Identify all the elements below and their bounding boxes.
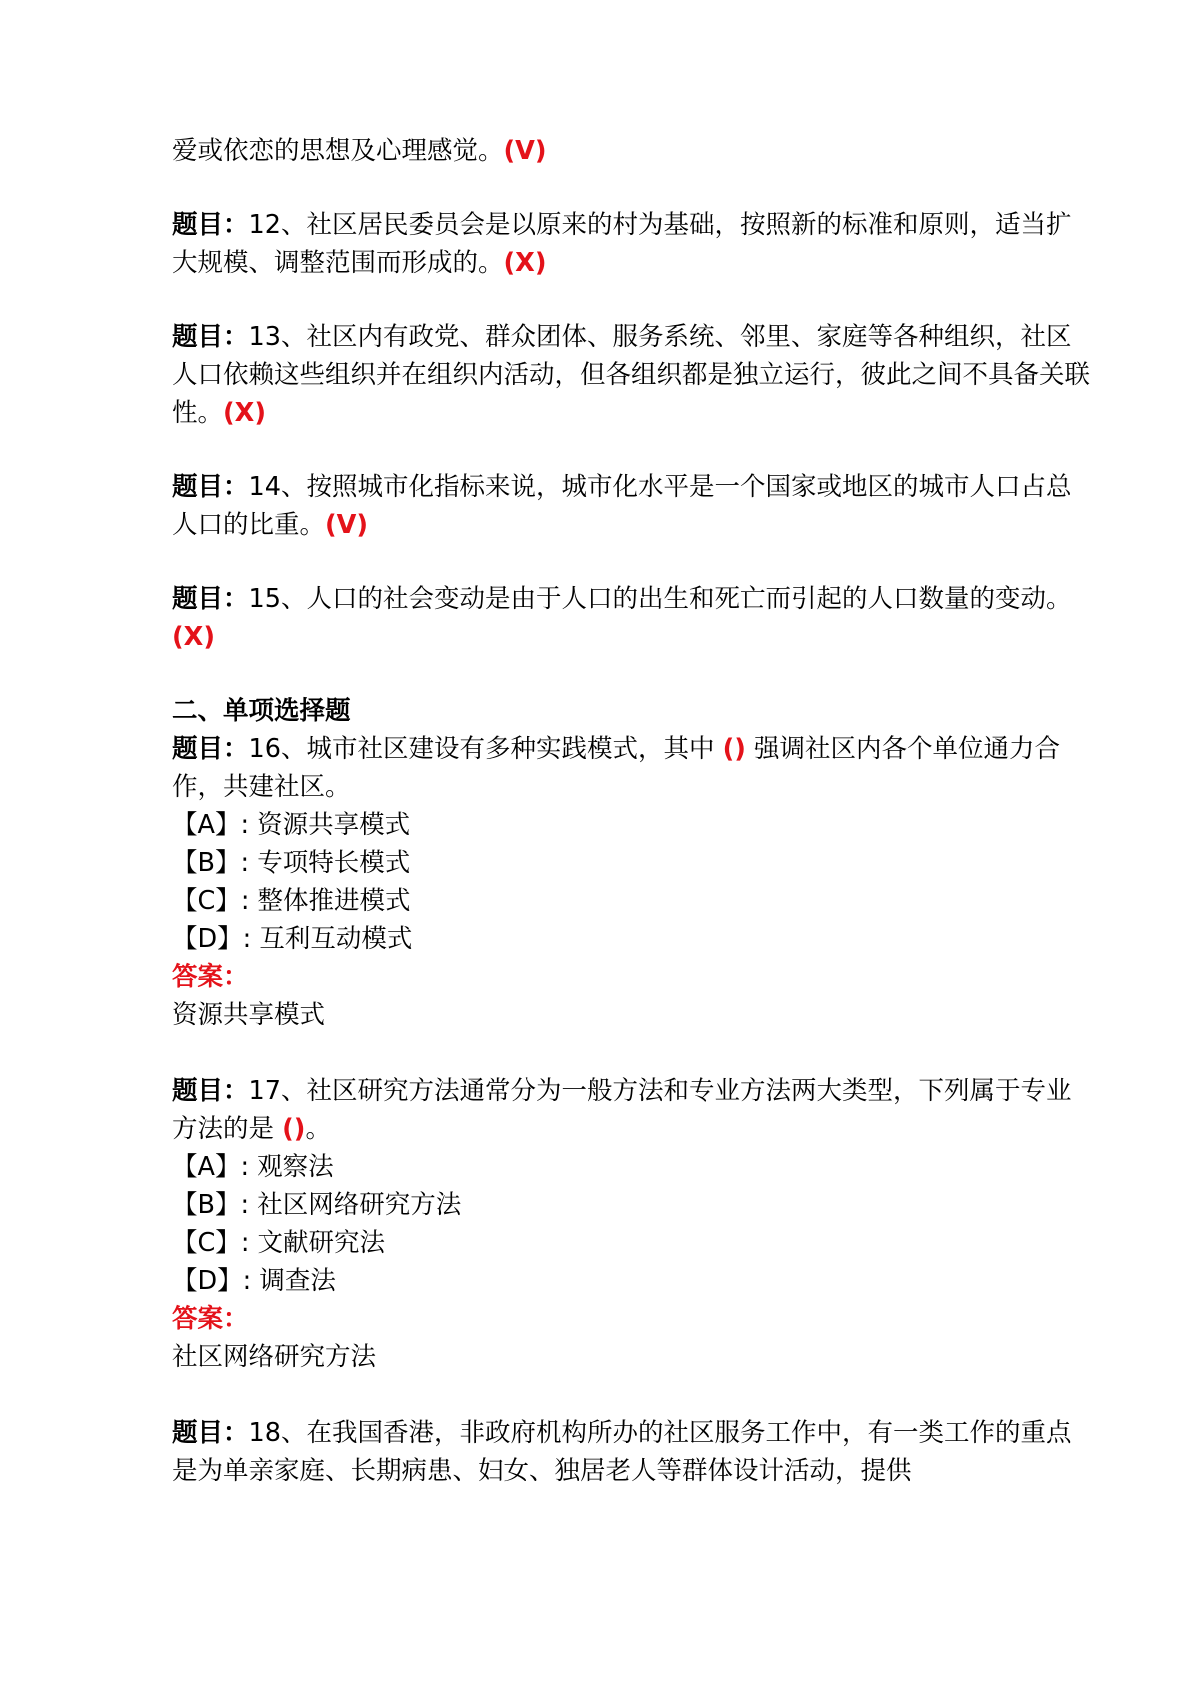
option-sep: :	[240, 1152, 250, 1182]
option-key: 【D】	[172, 924, 243, 954]
question-16	[172, 730, 1092, 806]
answer-blank: ()	[282, 1114, 306, 1144]
option-key: 【B】	[172, 848, 241, 878]
wrong-mark: (X)	[223, 398, 266, 428]
option-key: 【D】	[172, 1266, 243, 1296]
wrong-mark: (X)	[503, 248, 547, 278]
question-text: 13、社区内有政党、群众团体、服务系统、邻里、家庭等各种组织，社区人口依赖这些组织并在组织内活动，但各组织都是独立运行，彼此之间不具备关联性。	[172, 322, 1091, 428]
question-text-cont: 强调社区内各个单位通力合作，共建社区。	[172, 734, 1061, 802]
option-d	[172, 1262, 1092, 1300]
option-a	[172, 806, 1092, 844]
question-15	[172, 580, 1092, 656]
question-label: 题目：	[172, 1418, 249, 1448]
option-d	[172, 920, 1092, 958]
option-text: 观察法	[257, 1152, 334, 1182]
question-11-tail	[172, 132, 1092, 170]
answer-label: 答案：	[172, 962, 249, 992]
question-text: 16、城市社区建设有多种实践模式，其中	[248, 734, 715, 764]
question-text: 14、按照城市化指标来说，城市化水平是一个国家或地区的城市人口占总人口的比重。	[172, 472, 1072, 540]
wrong-mark: (X)	[172, 622, 215, 652]
option-text: 专项特长模式	[257, 848, 411, 878]
option-sep: :	[240, 1228, 250, 1258]
answer-text: 资源共享模式	[172, 1000, 326, 1030]
option-a	[172, 1148, 1092, 1186]
option-c	[172, 1224, 1092, 1262]
question-text: 18、在我国香港，非政府机构所办的社区服务工作中，有一类工作的重点是为单亲家庭、长期病患、妇女、独居老人等群体设计活动，提供	[172, 1418, 1072, 1486]
question-text: 15、人口的社会变动是由于人口的出生和死亡而引起的人口数量的变动。	[248, 584, 1072, 614]
answer-blank: ()	[722, 734, 746, 764]
option-b	[172, 844, 1092, 882]
question-13	[172, 318, 1092, 432]
question-text: 12、社区居民委员会是以原来的村为基础，按照新的标准和原则，适当扩大规模、调整范围而形成的。	[172, 210, 1072, 278]
question-17	[172, 1072, 1092, 1148]
question-text: 17、社区研究方法通常分为一般方法和专业方法两大类型，下列属于专业方法的是	[172, 1076, 1072, 1144]
question-14	[172, 468, 1092, 544]
correct-mark: (V)	[503, 136, 547, 166]
option-key: 【B】	[172, 1190, 241, 1220]
option-sep: :	[242, 1266, 252, 1296]
question-label: 题目：	[172, 210, 249, 240]
question-text: 爱或依恋的思想及心理感觉。	[172, 136, 504, 166]
question-12	[172, 206, 1092, 282]
question-label: 题目：	[172, 472, 249, 502]
option-text: 文献研究法	[257, 1228, 386, 1258]
option-key: 【A】	[172, 810, 241, 840]
question-18	[172, 1414, 1092, 1490]
answer-text: 社区网络研究方法	[172, 1342, 377, 1372]
question-text-cont: 。	[305, 1114, 331, 1144]
section-heading: 二、单项选择题	[172, 696, 351, 726]
option-key: 【A】	[172, 1152, 241, 1182]
option-text: 社区网络研究方法	[257, 1190, 462, 1220]
question-label: 题目：	[172, 1076, 249, 1106]
option-b	[172, 1186, 1092, 1224]
option-text: 整体推进模式	[257, 886, 411, 916]
option-text: 调查法	[259, 1266, 336, 1296]
correct-mark: (V)	[325, 510, 369, 540]
option-sep: :	[240, 848, 250, 878]
option-key: 【C】	[172, 1228, 241, 1258]
option-text: 资源共享模式	[257, 810, 411, 840]
option-text: 互利互动模式	[259, 924, 413, 954]
answer-label: 答案：	[172, 1304, 249, 1334]
document-content	[172, 132, 1092, 1490]
option-sep: :	[240, 1190, 250, 1220]
question-label: 题目：	[172, 734, 249, 764]
option-sep: :	[242, 924, 252, 954]
option-c	[172, 882, 1092, 920]
question-label: 题目：	[172, 584, 249, 614]
option-sep: :	[240, 886, 250, 916]
option-key: 【C】	[172, 886, 241, 916]
option-sep: :	[240, 810, 250, 840]
question-label: 题目：	[172, 322, 249, 352]
